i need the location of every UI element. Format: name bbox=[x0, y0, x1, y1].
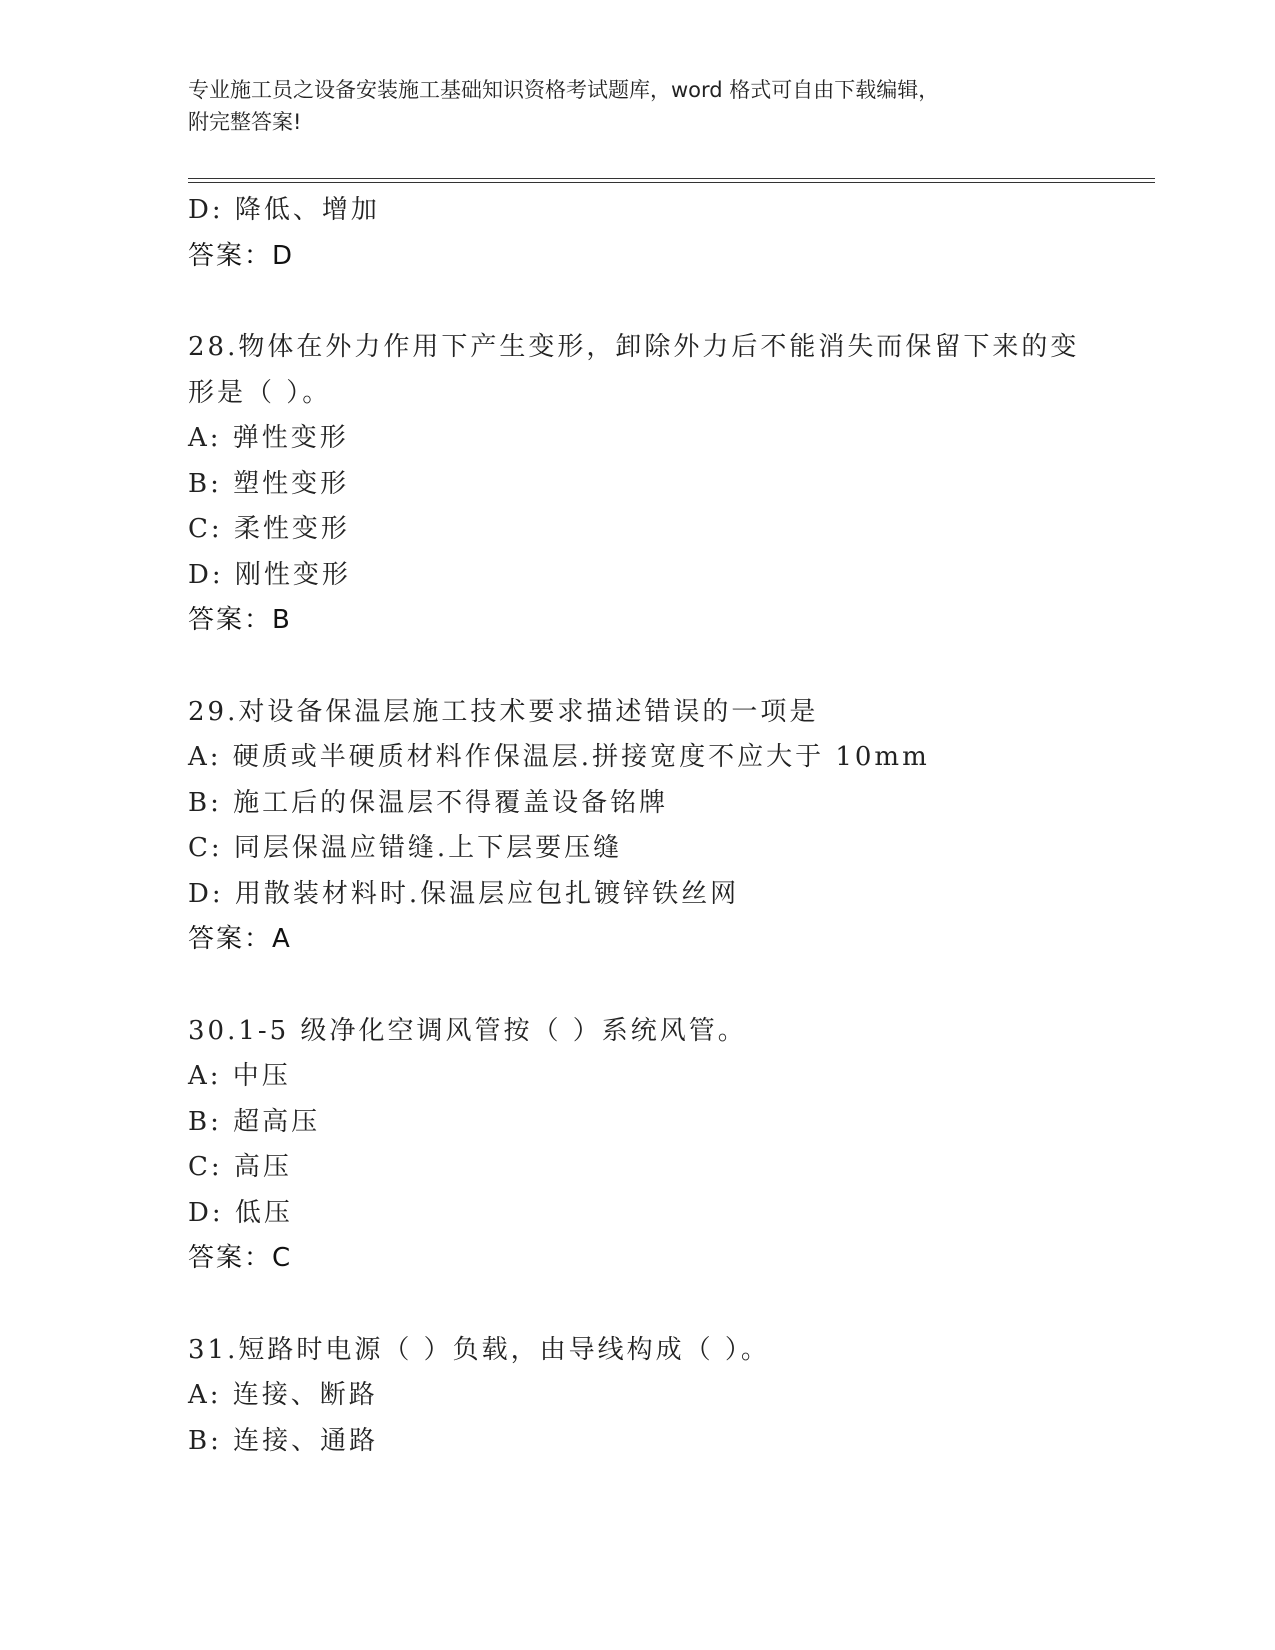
spacer bbox=[188, 1282, 1148, 1328]
question-list bbox=[188, 188, 1148, 1464]
option-b: B: 连接、通路 bbox=[188, 1425, 379, 1456]
option-d: D: 刚性变形 bbox=[188, 559, 351, 590]
option-c: C: 同层保温应错缝.上下层要压缝 bbox=[188, 833, 623, 863]
option-a: A: 硬质或半硬质材料作保温层.拼接宽度不应大于 10mm bbox=[188, 742, 930, 772]
answer: 答案：D bbox=[188, 240, 295, 271]
answer: 答案：B bbox=[188, 605, 292, 635]
question-31 bbox=[188, 1328, 1148, 1465]
question-28 bbox=[188, 325, 1148, 644]
question-27-tail bbox=[188, 188, 1148, 279]
option-a: A: 弹性变形 bbox=[188, 423, 349, 453]
question-stem: 28.物体在外力作用下产生变形，卸除外力后不能消失而保留下来的变 bbox=[188, 332, 1080, 362]
question-stem: 31.短路时电源（ ）负载，由导线构成（ ）。 bbox=[188, 1334, 770, 1365]
answer: 答案：C bbox=[188, 1243, 293, 1273]
option-d: D: 降低、增加 bbox=[188, 195, 380, 225]
question-stem: 29.对设备保温层施工技术要求描述错误的一项是 bbox=[188, 696, 819, 727]
answer: 答案：A bbox=[188, 924, 292, 954]
spacer bbox=[188, 644, 1148, 690]
header-line-2: 附完整答案! bbox=[188, 110, 302, 134]
question-stem-cont: 形是（ ）。 bbox=[188, 377, 332, 408]
option-b: B: 施工后的保温层不得覆盖设备铭牌 bbox=[188, 787, 669, 818]
option-b: B: 塑性变形 bbox=[188, 468, 350, 499]
spacer bbox=[188, 963, 1148, 1009]
document-header bbox=[188, 74, 1088, 138]
header-rule-top bbox=[188, 178, 1155, 179]
option-c: C: 高压 bbox=[188, 1152, 292, 1182]
option-d: D: 低压 bbox=[188, 1197, 293, 1228]
option-d: D: 用散装材料时.保温层应包扎镀锌铁丝网 bbox=[188, 878, 740, 909]
question-stem: 30.1-5 级净化空调风管按（ ）系统风管。 bbox=[188, 1015, 747, 1046]
option-a: A: 连接、断路 bbox=[188, 1380, 378, 1410]
header-line-1: 专业施工员之设备安装施工基础知识资格考试题库，word 格式可自由下载编辑， bbox=[188, 78, 940, 102]
spacer bbox=[188, 279, 1148, 325]
question-29 bbox=[188, 690, 1148, 963]
header-rule-bottom bbox=[188, 182, 1155, 183]
option-a: A: 中压 bbox=[188, 1061, 291, 1091]
option-b: B: 超高压 bbox=[188, 1106, 321, 1137]
option-c: C: 柔性变形 bbox=[188, 514, 350, 544]
question-30 bbox=[188, 1009, 1148, 1282]
